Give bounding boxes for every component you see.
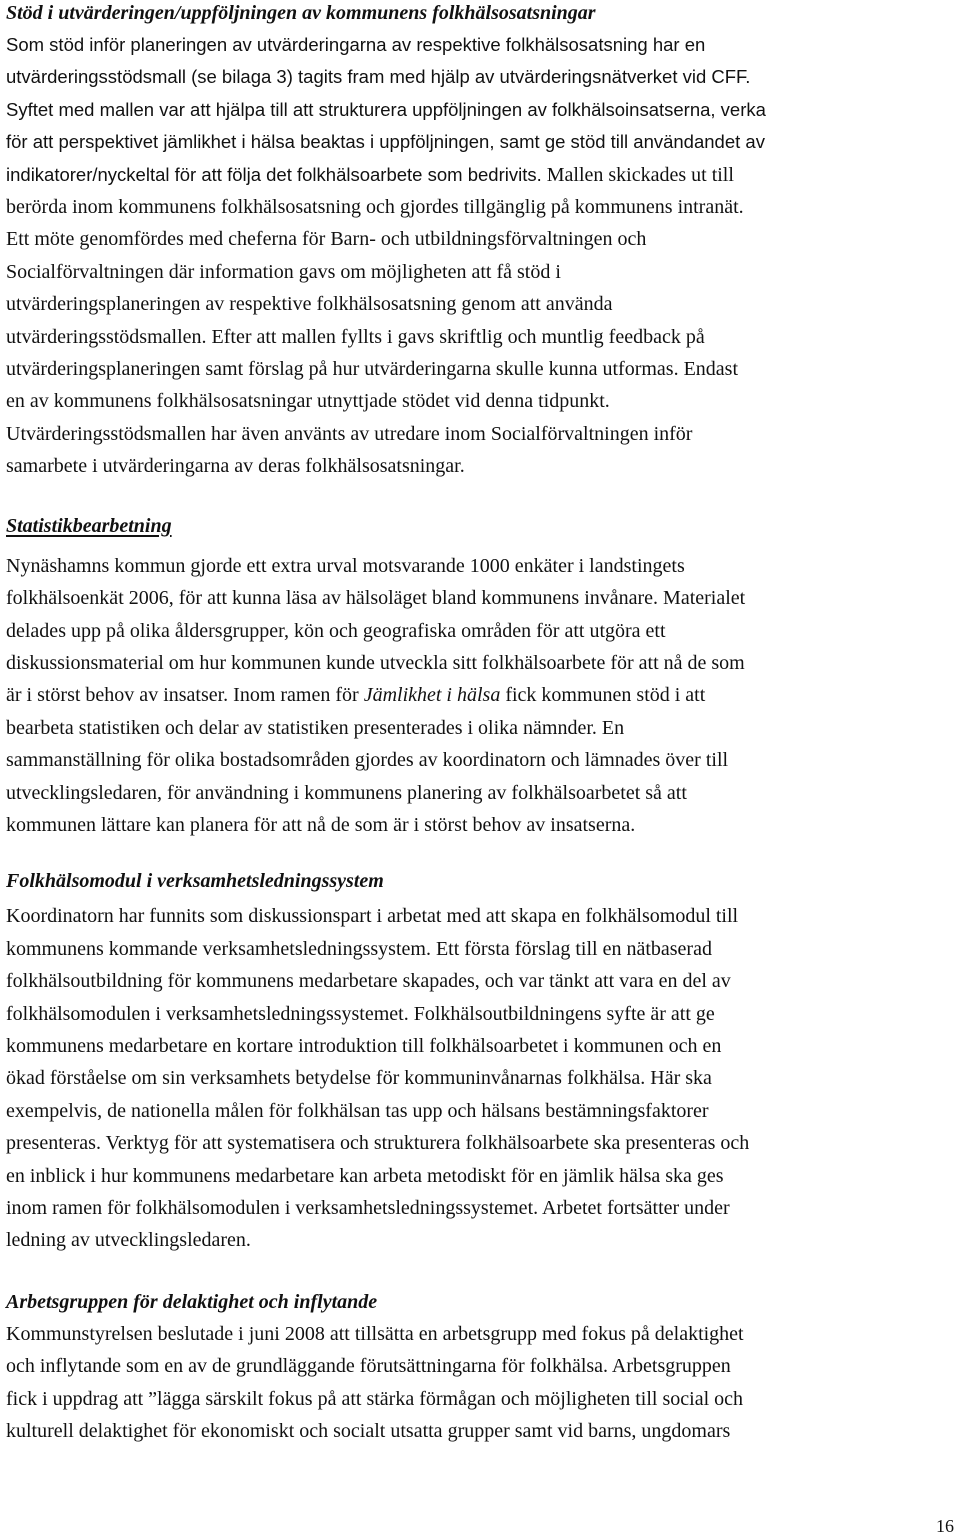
text-line: fick i uppdrag att ”lägga särskilt fokus på att stärka förmågan och möjligheten till social och (6, 1387, 744, 1410)
text-line: bearbeta statistiken och delar av statistiken presenterades i olika nämnder. En (6, 716, 625, 739)
text-line: berörda inom kommunens folkhälsosatsning och gjordes tillgänglig på kommunens intranät. (6, 196, 744, 219)
text-line: Nynäshamns kommun gjorde ett extra urval motsvarande 1000 enkäter i landstingets (6, 554, 685, 577)
document-page (6, 0, 950, 1447)
text-line: Utvärderingsstödsmallen har även använts av utredare inom Socialförvaltningen inför (6, 422, 693, 445)
text-line: utvärderingsstödsmall (se bilaga 3) tagits fram med hjälp av utvärderingsnätverket vid CFF. (6, 66, 751, 88)
text-line: ledning av utvecklingsledaren. (6, 1229, 251, 1252)
section-body-folkhalsomodul (6, 900, 950, 1256)
italic-phrase: Jämlikhet i hälsa (363, 684, 501, 707)
text-line: utvärderingsplaneringen av respektive folkhälsosatsning genom att använda (6, 293, 613, 316)
text-line: utvecklingsledaren, för användning i kommunens planering av folkhälsoarbetet så att (6, 781, 687, 804)
text-line: och inflytande som en av de grundläggande förutsättningarna för folkhälsa. Arbetsgruppen (6, 1355, 731, 1378)
text-line: diskussionsmaterial om hur kommunen kunde utveckla sitt folkhälsoarbete för att nå de som (6, 651, 745, 674)
text-line: Koordinatorn har funnits som diskussionspart i arbetat med att skapa en folkhälsomodul till (6, 905, 739, 928)
text-line: utvärderingsplaneringen samt förslag på hur utvärderingarna skulle kunna utformas. Endast (6, 358, 739, 381)
text-line: en av kommunens folkhälsosatsningar utnyttjade stödet vid denna tidpunkt. (6, 390, 610, 413)
text-line: kommunen lättare kan planera för att nå de som är i störst behov av insatserna. (6, 813, 636, 836)
text-line: sammanställning för olika bostadsområden gjordes av koordinatorn och lämnades över till (6, 749, 729, 772)
text-fragment: fick kommunen stöd i att (500, 684, 706, 707)
text-line: exempelvis, de nationella målen för folkhälsan tas upp och hälsans bestämningsfaktorer (6, 1099, 709, 1122)
section-body-statistik (6, 550, 950, 842)
text-line: inom ramen för folkhälsomodulen i verksamhetsledningssystemet. Arbetet fortsätter under (6, 1197, 730, 1219)
section-heading-folkhalsomodul: Folkhälsomodul i verksamhetsledningssystem (6, 870, 384, 893)
text-line: delades upp på olika åldersgrupper, kön och geografiska områden för att utgöra ett (6, 619, 666, 642)
text-line: folkhälsoenkät 2006, för att kunna läsa av hälsoläget bland kommunens invånare. Materialet (6, 587, 746, 610)
text-line: för att perspektivet jämlikhet i hälsa beaktas i uppföljningen, samt ge stöd till användandet av (6, 131, 765, 153)
text-line: Ett möte genomfördes med cheferna för Barn- och utbildningsförvaltningen och (6, 228, 647, 251)
text-fragment: är i störst behov av insatser. Inom ramen för (6, 684, 364, 707)
text-line: ökad förståelse om sin verksamhets betydelse för kommuninvånarnas folkhälsa. Här ska (6, 1067, 712, 1090)
page-number: 16 (936, 1516, 954, 1536)
text-fragment: indikatorer/nyckeltal för att följa det folkhälsoarbete som bedrivits. (6, 163, 542, 185)
text-line: Som stöd inför planeringen av utvärderingarna av respektive folkhälsosatsning har en (6, 34, 706, 55)
text-line: kulturell delaktighet för ekonomiskt och socialt utsatta grupper samt vid barns, ungdomars (6, 1420, 731, 1443)
text-line: en inblick i hur kommunens medarbetare kan arbeta metodiskt för en jämlik hälsa ska ges (6, 1164, 724, 1187)
text-line: kommunens kommande verksamhetsledningssystem. Ett första förslag till en nätbaserad (6, 937, 712, 960)
text-line: kommunens medarbetare en kortare introduktion till folkhälsoarbetet i kommunen och en (6, 1034, 722, 1057)
text-line-mixed (6, 159, 950, 191)
section-body-arbetsgruppen (6, 1318, 950, 1448)
text-line: presenteras. Verktyg för att systematisera och strukturera folkhälsoarbete ska presenteras och (6, 1132, 750, 1155)
text-line-mixed (6, 679, 950, 711)
text-line: utvärderingsstödsmallen. Efter att mallen fyllts i gavs skriftlig och muntlig feedback på (6, 325, 705, 348)
section-heading-stod: Stöd i utvärderingen/uppföljningen av kommunens folkhälsosatsningar (6, 2, 596, 24)
text-line: folkhälsomodulen i verksamhetsledningssystemet. Folkhälsoutbildningens syfte är att ge (6, 1002, 715, 1025)
section-heading-arbetsgruppen: Arbetsgruppen för delaktighet och inflytande (6, 1290, 378, 1313)
text-line: Socialförvaltningen där information gavs om möjligheten att få stöd i (6, 260, 561, 283)
text-fragment: Mallen skickades ut till (546, 163, 734, 186)
text-line: Syftet med mallen var att hjälpa till att strukturera uppföljningen av folkhälsoinsatserna, verka (6, 98, 766, 120)
text-line: samarbete i utvärderingarna av deras folkhälsosatsningar. (6, 455, 465, 478)
section-heading-statistik: Statistikbearbetning (6, 514, 172, 537)
text-line: folkhälsoutbildning för kommunens medarbetare skapades, och var tänkt att vara en del av (6, 970, 731, 993)
section-body-stod (6, 29, 950, 483)
text-line: Kommunstyrelsen beslutade i juni 2008 att tillsätta en arbetsgrupp med fokus på delaktighet (6, 1322, 744, 1345)
